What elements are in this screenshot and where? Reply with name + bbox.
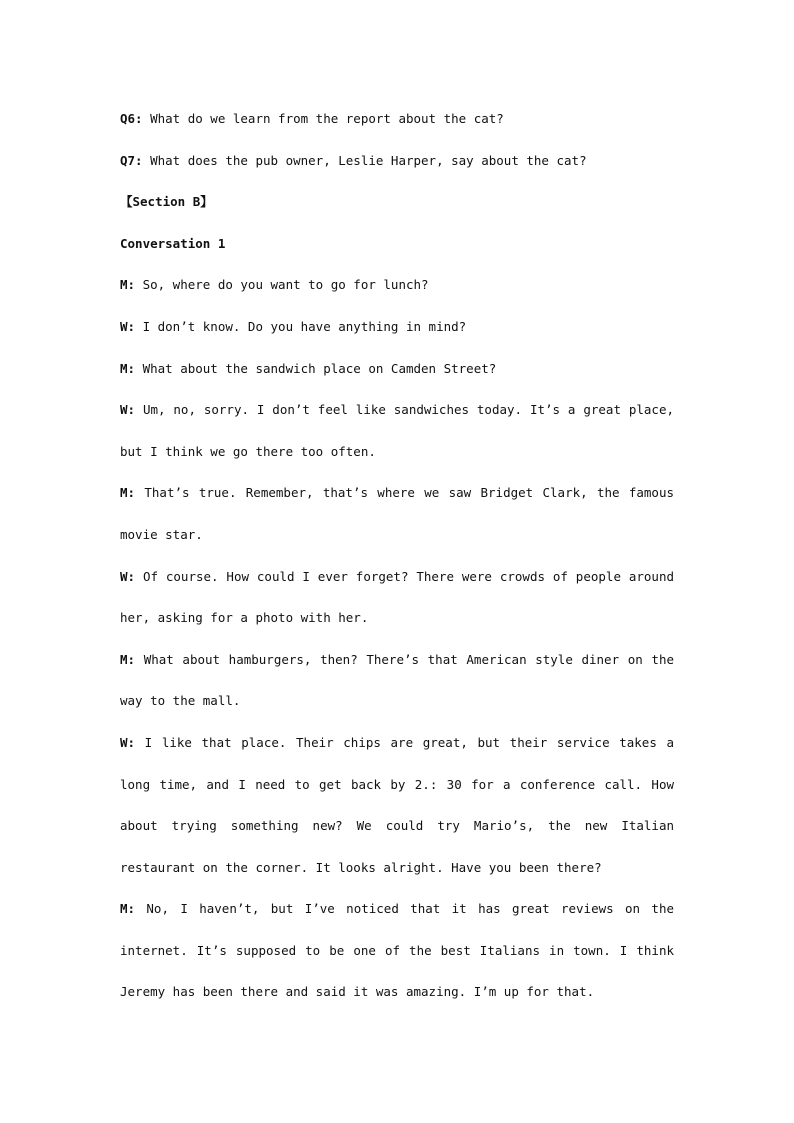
speaker-label: M:	[120, 485, 145, 501]
dialogue-text: way to the mall.	[120, 693, 241, 709]
dialogue-text: restaurant on the corner. It looks alright. Have you been there?	[120, 859, 602, 875]
dialogue-line	[120, 607, 674, 649]
speaker-label: W:	[120, 568, 143, 584]
dialogue-text: movie star.	[120, 526, 203, 542]
dialogue-line	[120, 482, 674, 524]
speaker-label: M:	[120, 901, 147, 917]
speaker-label: W:	[120, 318, 143, 334]
dialogue-line	[120, 981, 674, 1023]
dialogue-text: That’s true. Remember, that’s where we saw Bridget Clark, the famous	[144, 485, 675, 501]
dialogue-line	[120, 316, 674, 358]
speaker-label: M:	[120, 277, 143, 293]
dialogue-line	[120, 732, 674, 774]
dialogue-text: about trying something new? We could try Mario’s, the new Italian	[120, 818, 674, 834]
speaker-label: M:	[120, 651, 144, 667]
question-q7	[120, 150, 674, 192]
dialogue-line	[120, 857, 674, 899]
dialogue-text: but I think we go there too often.	[120, 443, 376, 459]
dialogue-text: So, where do you want to go for lunch?	[142, 277, 429, 293]
speaker-label: W:	[120, 734, 145, 750]
dialogue-text: Um, no, sorry. I don’t feel like sandwiches today. It’s a great place,	[142, 402, 675, 418]
dialogue-text: No, I haven’t, but I’ve noticed that it has great reviews on the	[146, 901, 674, 917]
dialogue-text: her, asking for a photo with her.	[120, 610, 369, 626]
document-body	[120, 108, 674, 1023]
dialogue-line	[120, 690, 674, 732]
dialogue-line	[120, 524, 674, 566]
dialogue-line	[120, 399, 674, 441]
dialogue-text: Of course. How could I ever forget? There were crowds of people around	[142, 568, 675, 584]
dialogue-line	[120, 940, 674, 982]
dialogue-text: long time, and I need to get back by 2.: 30 for a conference call. How	[120, 776, 674, 792]
dialogue-line	[120, 649, 674, 691]
dialogue-line	[120, 441, 674, 483]
dialogue-text: What about hamburgers, then? There’s that American style diner on the	[143, 651, 674, 667]
dialogue-line	[120, 898, 674, 940]
question-text: What does the pub owner, Leslie Harper, say about the cat?	[142, 152, 587, 168]
dialogue	[120, 274, 674, 1023]
question-label: Q6:	[120, 111, 143, 126]
dialogue-line	[120, 358, 674, 400]
dialogue-text: What about the sandwich place on Camden Street?	[142, 360, 497, 376]
dialogue-line	[120, 566, 674, 608]
conversation-heading: Conversation 1	[120, 235, 226, 251]
speaker-label: M:	[120, 360, 143, 376]
dialogue-line	[120, 815, 674, 857]
dialogue-text: internet. It’s supposed to be one of the best Italians in town. I think	[120, 942, 674, 958]
speaker-label: W:	[120, 402, 143, 418]
dialogue-text: I like that place. Their chips are great, but their service takes a	[144, 734, 674, 750]
question-q6	[120, 108, 674, 150]
dialogue-text: Jeremy has been there and said it was amazing. I’m up for that.	[120, 984, 595, 1000]
section-heading: 【Section B】	[120, 194, 213, 210]
question-label: Q7:	[120, 152, 143, 168]
dialogue-text: I don’t know. Do you have anything in mind?	[142, 318, 467, 334]
dialogue-line	[120, 274, 674, 316]
question-text: What do we learn from the report about the cat?	[142, 111, 504, 126]
dialogue-line	[120, 774, 674, 816]
